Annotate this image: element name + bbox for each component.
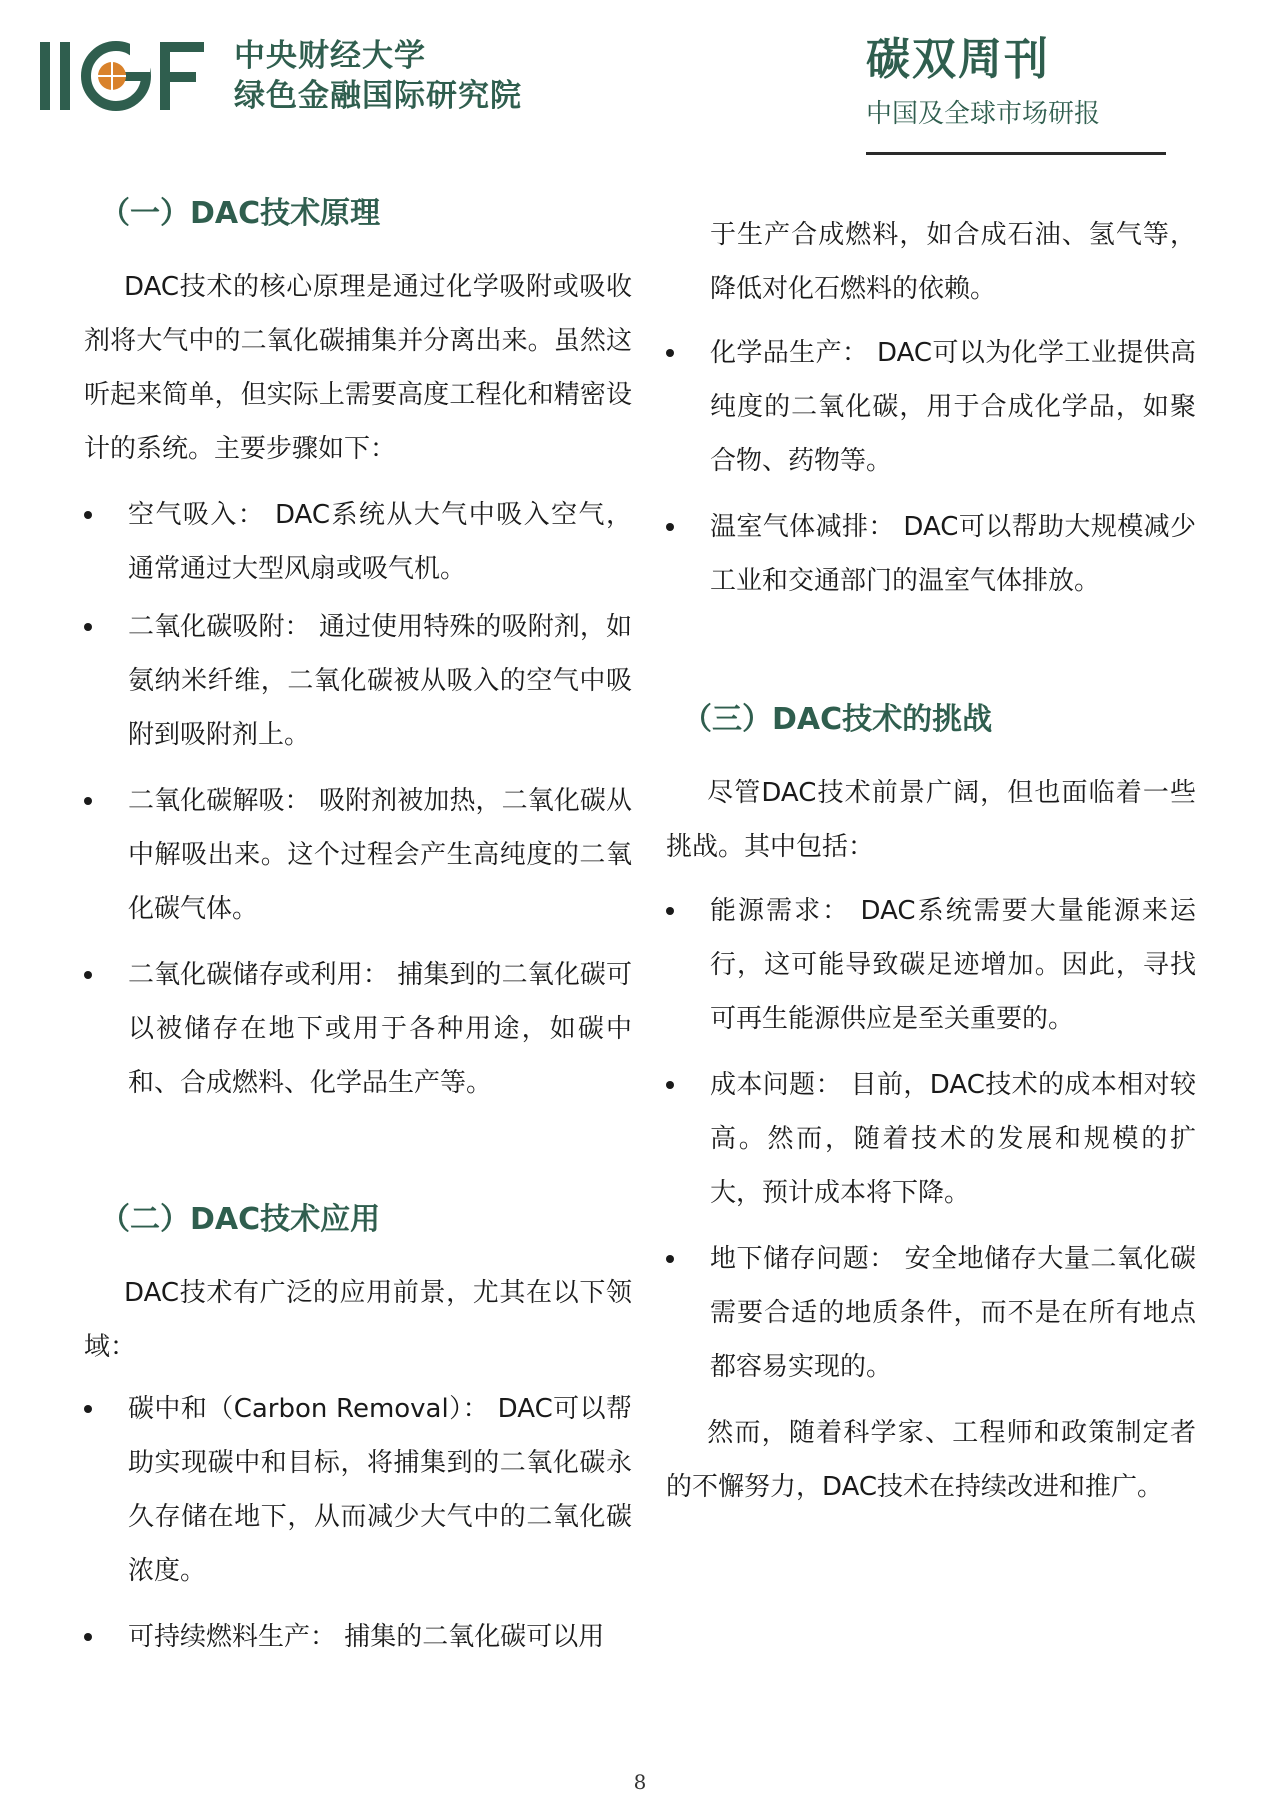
iigf-logo (40, 40, 208, 112)
continued-text: 于生产合成燃料，如合成石油、氢气等，降低对化石燃料的依赖。 (710, 220, 1196, 304)
org-name-line1: 中央财经大学 (234, 38, 426, 74)
bullet-dot (84, 623, 92, 631)
organization-name (234, 36, 522, 116)
list-item: 二氧化碳解吸： 吸附剂被加热，二氧化碳从中解吸出来。这个过程会产生高纯度的二氧化碳气体。 (84, 774, 632, 936)
publication-title: 碳双周刊 (866, 34, 1050, 85)
section-heading-principle: （一）DAC技术原理 (100, 196, 381, 231)
bullet-dot (666, 1081, 674, 1089)
bullet-dot (666, 907, 674, 915)
list-item: 化学品生产： DAC可以为化学工业提供高纯度的二氧化碳，用于合成化学品，如聚合物、药物等。 (666, 326, 1196, 488)
closing-paragraph: 然而，随着科学家、工程师和政策制定者的不懈努力，DAC技术在持续改进和推广。 (666, 1418, 1196, 1502)
list-item: 二氧化碳吸附： 通过使用特殊的吸附剂，如氨纳米纤维，二氧化碳被从吸入的空气中吸附到吸附剂上。 (84, 600, 632, 762)
challenges-intro: 尽管DAC技术前景广阔，但也面临着一些挑战。其中包括： (666, 778, 1196, 862)
org-name-line2: 绿色金融国际研究院 (234, 78, 522, 114)
bullet-dot (84, 511, 92, 519)
list-item: 成本问题： 目前，DAC技术的成本相对较高。然而，随着技术的发展和规模的扩大，预计成本将下降。 (666, 1058, 1196, 1220)
principle-intro: DAC技术的核心原理是通过化学吸附或吸收剂将大气中的二氧化碳捕集并分离出来。虽然这听起来简单，但实际上需要高度工程化和精密设计的系统。主要步骤如下： (84, 272, 632, 464)
list-item: 可持续燃料生产： 捕集的二氧化碳可以用 (84, 1610, 632, 1664)
publication-subtitle: 中国及全球市场研报 (866, 99, 1101, 129)
bullet-dot (84, 1405, 92, 1413)
bullet-dot (84, 1633, 92, 1641)
list-item: 温室气体减排： DAC可以帮助大规模减少工业和交通部门的温室气体排放。 (666, 500, 1196, 608)
list-item: 碳中和（Carbon Removal）： DAC可以帮助实现碳中和目标，将捕集到的二氧化碳永久存储在地下，从而减少大气中的二氧化碳浓度。 (84, 1382, 632, 1598)
header-rule (866, 152, 1166, 155)
bullet-dot (84, 797, 92, 805)
list-item: 地下储存问题： 安全地储存大量二氧化碳需要合适的地质条件，而不是在所有地点都容易实现的。 (666, 1232, 1196, 1394)
publication-title-block (866, 30, 1166, 134)
page-number: 8 (633, 1770, 647, 1794)
bullet-dot (666, 349, 674, 357)
list-item: 能源需求： DAC系统需要大量能源来运行，这可能导致碳足迹增加。因此，寻找可再生能源供应是至关重要的。 (666, 884, 1196, 1046)
bullet-dot (666, 1255, 674, 1263)
section-heading-challenges: （三）DAC技术的挑战 (682, 702, 993, 737)
bullet-dot (666, 523, 674, 531)
bullet-dot (84, 971, 92, 979)
application-intro: DAC技术有广泛的应用前景，尤其在以下领域： (84, 1278, 632, 1362)
list-item: 二氧化碳储存或利用： 捕集到的二氧化碳可以被储存在地下或用于各种用途，如碳中和、合成燃料、化学品生产等。 (84, 948, 632, 1110)
list-item: 空气吸入： DAC系统从大气中吸入空气，通常通过大型风扇或吸气机。 (84, 488, 632, 596)
section-heading-application: （二）DAC技术应用 (100, 1202, 381, 1237)
